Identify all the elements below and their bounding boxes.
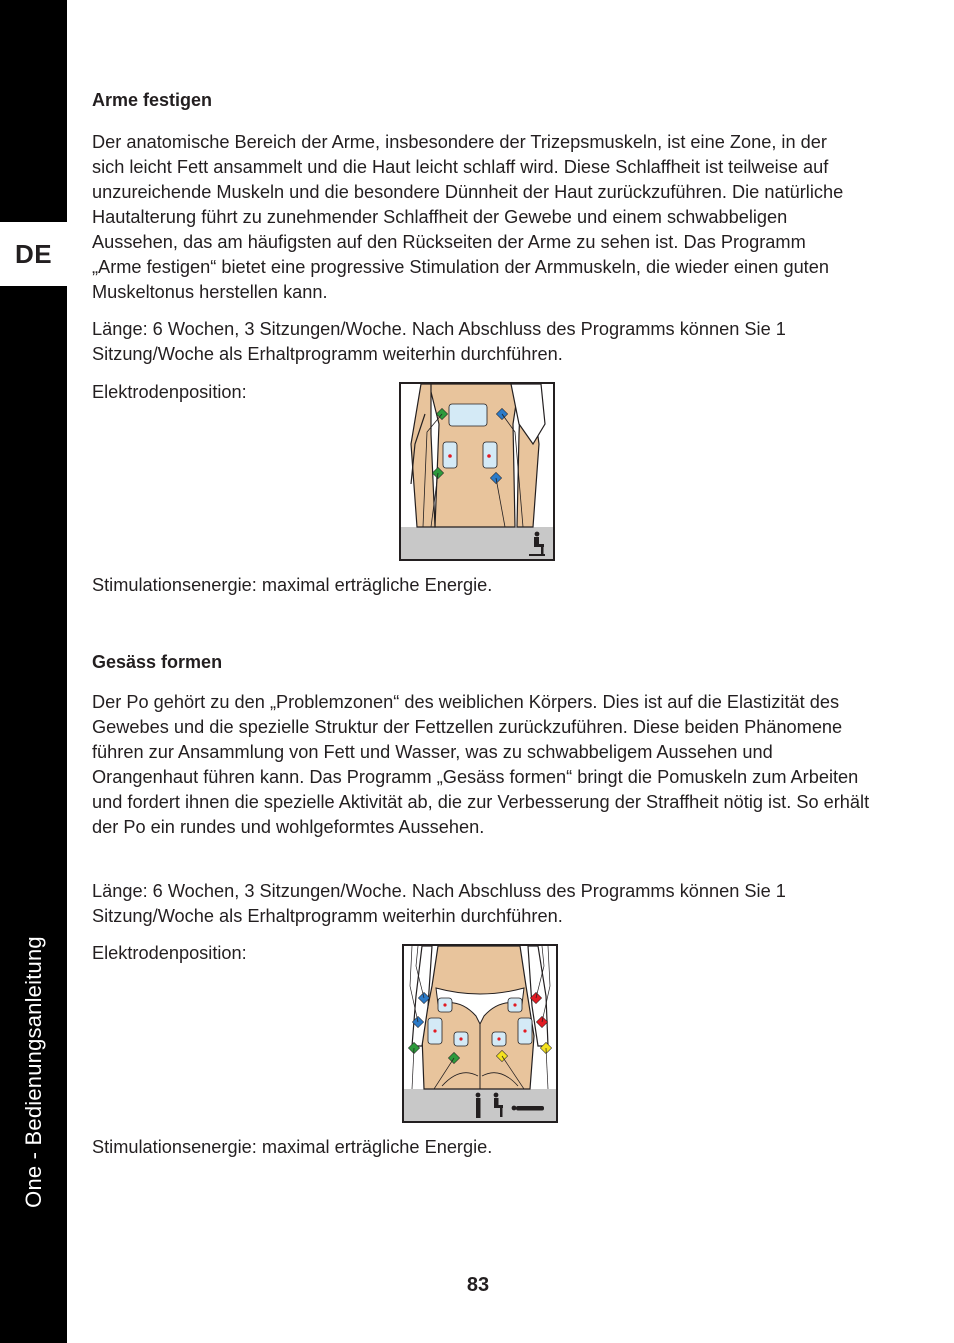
program-duration: Länge: 6 Wochen, 3 Sitzungen/Woche. Nach Abschluss des Programms können Sie 1 Sitzung/Woche als Erhaltprogramm weiterhin durchführen. [92,319,786,364]
stimulation-energy: Stimulationsenergie: maximal erträgliche Energie. [92,575,493,595]
language-tab [0,222,67,286]
section-description: Der Po gehört zu den „Problemzonen“ des weiblichen Körpers. Dies ist auf die Elastizität des Gewebes und die spezielle Struktur der Fettzellen zurückzuführen. Diese beiden Phänomene führen zur Ansammlung von Fett und Wasser, was zu schwabbeligem Aussehen und Orangenhaut führen kann. Das Programm „Gesäss formen“ bringt die Pomuskeln zum Arbeiten und fordert ihnen die spezielle Aktivität ab, die zur Verbesserung der Straffheit nötig ist. So erhält der Po ein rundes und wohlgeformtes Aussehen. [92,692,870,837]
electrode-position-label: Elektrodenposition: [92,943,247,963]
stimulation-energy: Stimulationsenergie: maximal erträgliche Energie. [92,1137,493,1157]
section-heading-gesaess-formen: Gesäss formen [92,652,223,672]
electrode-diagram-arms [399,382,555,561]
program-duration: Länge: 6 Wochen, 3 Sitzungen/Woche. Nach Abschluss des Programms können Sie 1 Sitzung/Woche als Erhaltprogramm weiterhin durchführen. [92,881,786,926]
section-heading-arme-festigen: Arme festigen [92,90,213,110]
page-number: 83 [466,1274,490,1296]
standing-person-icon [476,1093,481,1118]
sidebar [0,0,67,1343]
electrode-position-label: Elektrodenposition: [92,382,247,402]
manual-title: One - Bedienungsanleitung [21,936,46,1208]
electrode-diagram-buttocks [402,944,558,1123]
language-tab-label: DE [14,238,53,269]
section-description: Der anatomische Bereich der Arme, insbesondere der Trizepsmuskeln, ist eine Zone, in der sich leicht Fett ansammelt und die Haut leicht schlaff wird. Diese Schlaffheit ist teilweise auf unzureichende Muskeln und die besondere Dünnheit der Haut zurückzuführen. Die natürliche Hautalterung führt zu zunehmender Schlaffheit der Gewebe und einem schwabbeligen Aussehen, das am häufigsten auf den Rückseiten der Arme zu sehen ist. Das Programm „Arme festigen“ bietet eine progressive Stimulation der Armmuskeln, die wieder einen guten Muskeltonus herstellen kann. [92,132,844,302]
